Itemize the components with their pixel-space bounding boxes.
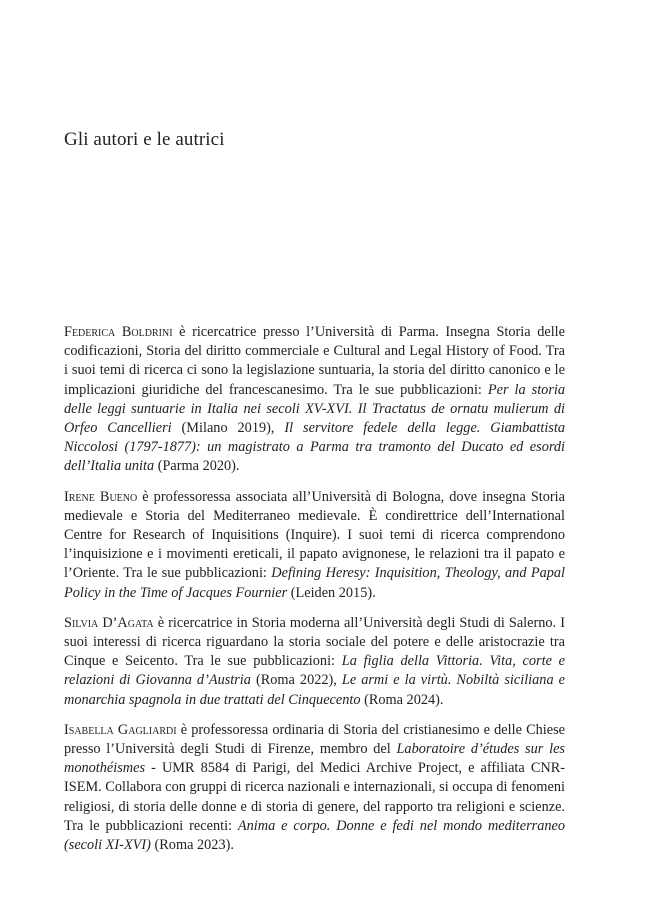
bio-text: (Roma 2023). — [150, 837, 234, 854]
publication-title: Per la storia delle leggi suntuarie in Italia nei secoli XV-XVI. Il Tractatus de ornatu mulierum di Orfeo Cancellieri — [64, 381, 565, 437]
bio-text: (Parma 2020). — [154, 458, 240, 475]
bio-text: (Roma 2024). — [360, 691, 444, 708]
bio-text: (Roma 2022), — [250, 672, 342, 689]
publication-title: Il servitore fedele della legge. Giambattista Niccolosi (1797-1877): un magistrato a Parma tra tramonto del Ducato ed esordi dell’Italia unita — [64, 420, 565, 475]
bio-text: è ricercatrice in Storia moderna all’Università degli Studi di Salerno. I suoi interessi di ricerca riguardano la storia sociale del potere e delle aristocrazie tra Cinque e Seicento. Tra le sue pubblicazioni: — [64, 614, 565, 670]
author-name: Silvia D’Agata — [64, 614, 154, 631]
bio-text: (Milano 2019), — [171, 420, 285, 437]
bio-text: - UMR 8584 di Parigi, del Medici Archive Project, e affiliata CNR-ISEM. Collabora con gruppi di ricerca nazionali e internazionali, si occupa di fenomeni religiosi, di storia delle donne e di storia di genere, del rapporto tra religioni e scienze. Tra le pubblicazioni recenti: — [64, 760, 566, 834]
author-bio — [64, 721, 565, 855]
author-bio — [64, 488, 565, 603]
publication-title: Anima e corpo. Donne e fedi nel mondo mediterraneo (secoli XI-XVI) — [64, 817, 565, 854]
bio-text: è ricercatrice presso l’Università di Parma. Insegna Storia delle codificazioni, Storia del diritto commerciale e Cultural and Legal History of Food. Tra i suoi temi di ricerca ci sono la legislazione suntuaria, la storia del diritto canonico e le implicazioni giuridiche del francescanesimo. Tra le sue pubblicazioni: — [64, 324, 565, 398]
publication-title: Laboratoire d’études sur les monothéismes — [64, 741, 565, 777]
author-bio — [64, 614, 565, 710]
author-name: Isabella Gagliardi — [64, 721, 177, 738]
bio-text: è professoressa associata all’Università di Bologna, dove insegna Storia medievale e Storia del Mediterraneo medievale. È condirettrice dell’International Centre for Research of Inquisitions (Inquire). I suoi temi di ricerca comprendono l’inquisizione e i movimenti ereticali, il papato avignonese, le relazioni tra il papato e l’Oriente. Tra le sue pubblicazioni: — [64, 488, 565, 582]
publication-title: Defining Heresy: Inquisition, Theology, and Papal Policy in the Time of Jacques Fournier — [64, 565, 565, 601]
bio-text: (Leiden 2015). — [287, 584, 376, 601]
publication-title: La figlia della Vittoria. Vita, corte e relazioni di Giovanna d’Austria — [64, 653, 566, 689]
publication-title: Le armi e la virtù. Nobiltà siciliana e monarchia spagnola in due trattati del Cinquecento — [64, 672, 565, 708]
page-title: Gli autori e le autrici — [64, 128, 225, 150]
author-name: Federica Boldrini — [64, 324, 173, 340]
author-bio — [64, 323, 565, 477]
author-bios — [64, 323, 565, 866]
author-name: Irene Bueno — [64, 488, 138, 505]
bio-text: è professoressa ordinaria di Storia del cristianesimo e delle Chiese presso l’Università degli Studi di Firenze, membro del — [64, 721, 565, 758]
